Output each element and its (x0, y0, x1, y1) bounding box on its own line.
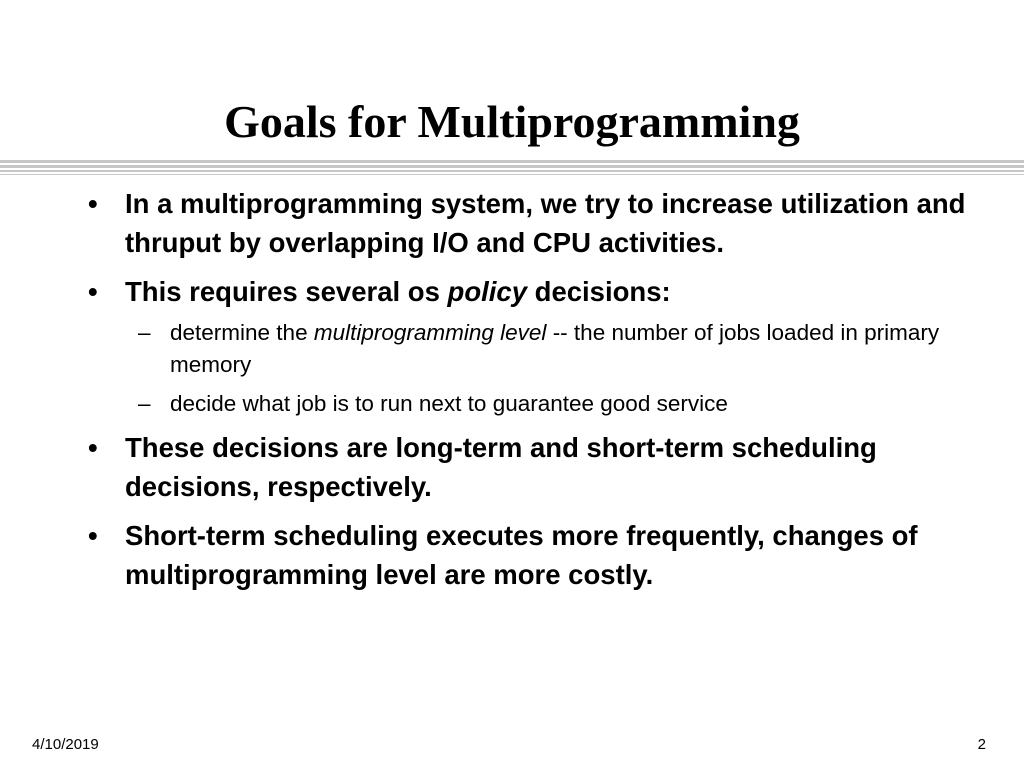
bullet-text: These decisions are long-term and short-term scheduling decisions, respectively. (125, 432, 877, 502)
sub-bullet-text-start: determine the (170, 320, 314, 345)
sub-bullet-text: decide what job is to run next to guarantee good service (170, 391, 728, 416)
bullet-marker: • (88, 432, 98, 463)
divider-line-3 (0, 170, 1024, 172)
sub-bullet-text-emphasis: multiprogramming level (313, 320, 547, 345)
bullet-item-4 (88, 516, 988, 594)
bullet-text-emphasis: policy (447, 276, 527, 307)
bullet-item-3 (88, 428, 988, 506)
bullet-text: Short-term scheduling executes more frequently, changes of multiprogramming level are more costly. (125, 520, 918, 590)
sub-bullet-marker: – (138, 391, 151, 416)
footer-date: 4/10/2019 (32, 736, 99, 753)
page-number: 2 (977, 736, 986, 753)
bullet-marker: • (88, 188, 98, 219)
divider-line-1 (0, 160, 1024, 163)
slide-title: Goals for Multiprogramming (224, 96, 800, 147)
sub-bullet-item-2 (88, 388, 988, 420)
bullet-item-1 (88, 184, 988, 262)
slide-body (88, 184, 988, 604)
bullet-marker: • (88, 276, 98, 307)
bullet-marker: • (88, 520, 98, 551)
bullet-text: In a multiprogramming system, we try to increase utilization and thruput by overlapping I/O and CPU activities. (125, 188, 966, 258)
sub-bullet-marker: – (138, 320, 151, 345)
bullet-text-start: This requires several os (125, 276, 448, 307)
divider-line-4 (0, 174, 1024, 175)
title-divider (0, 160, 1024, 178)
bullet-text-end: decisions: (527, 276, 671, 307)
divider-line-2 (0, 165, 1024, 168)
sub-bullet-text-end: -- the number of jobs loaded in primary memory (170, 320, 940, 377)
bullet-item-2 (88, 272, 988, 311)
sub-bullet-item-1 (88, 317, 988, 381)
sub-bullet-list (88, 317, 988, 420)
